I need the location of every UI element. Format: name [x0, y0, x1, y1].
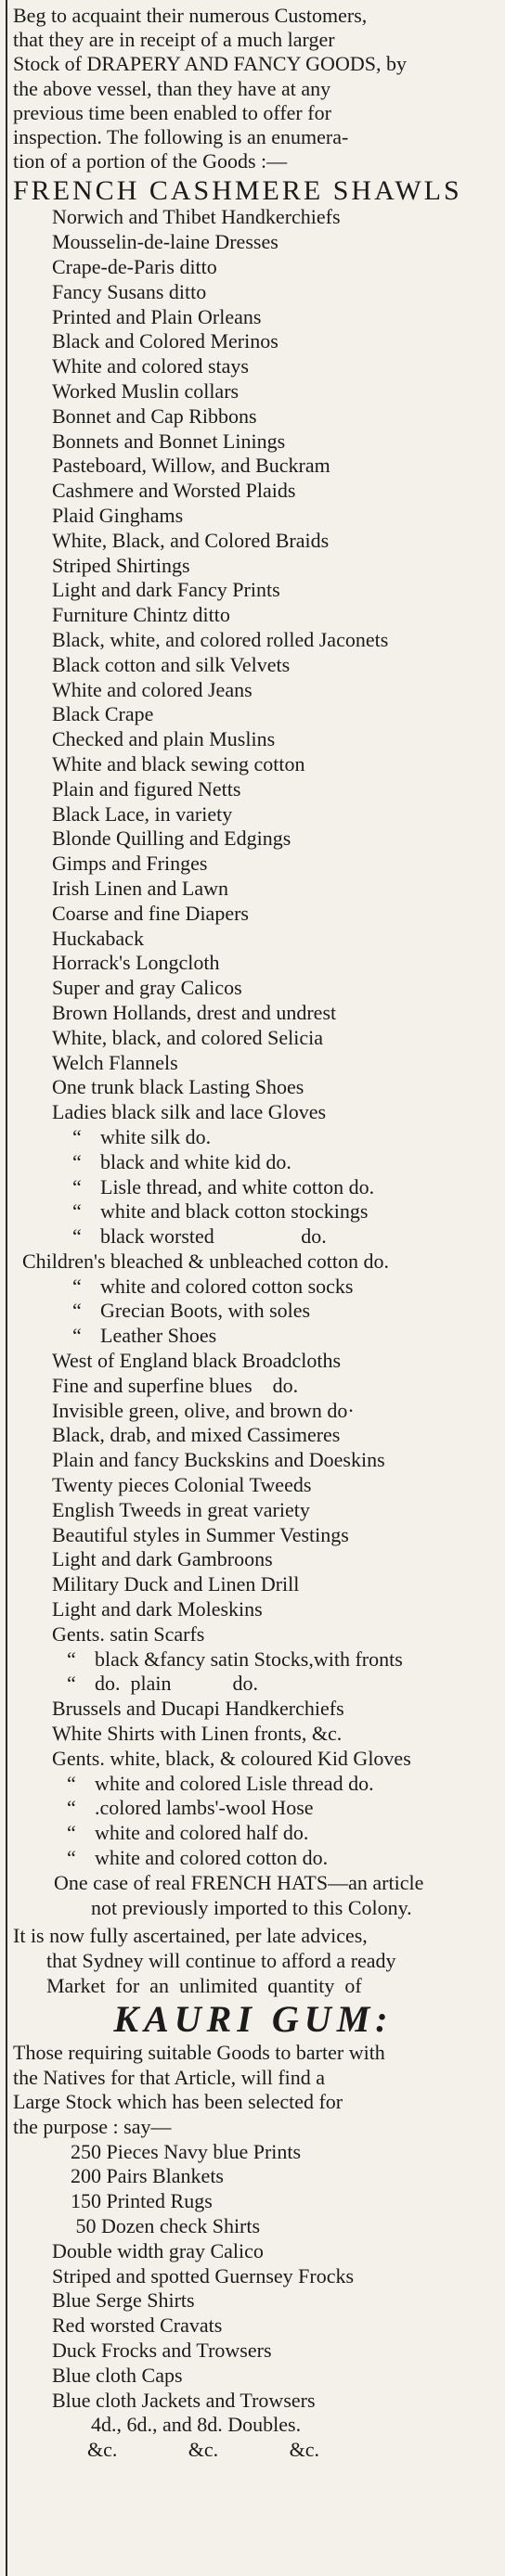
ditto-text: Leather Shoes — [100, 1324, 217, 1348]
intro-paragraph — [13, 4, 494, 173]
list-item: Striped and spotted Guernsey Frocks — [52, 2263, 355, 2288]
list-item: Gimps and Fringes — [52, 852, 208, 876]
ditto-text: do. plain do. — [95, 1672, 258, 1696]
list-item: Military Duck and Linen Drill — [52, 1572, 300, 1596]
ditto-item — [13, 1175, 494, 1200]
intro-line: tion of a portion of the Goods :— — [13, 149, 288, 173]
list-item: Light and dark Moleskins — [52, 1597, 263, 1621]
intro-line: the above vessel, than they have at any — [13, 76, 331, 100]
list-item: Pasteboard, Willow, and Buckram — [52, 454, 330, 478]
section-heading: FRENCH CASHMERE SHAWLS — [13, 175, 462, 207]
list-item: Light and dark Fancy Prints — [52, 578, 280, 602]
list-item: 250 Pieces Navy blue Prints — [71, 2139, 302, 2163]
list-item: Plain and fancy Buckskins and Doeskins — [52, 1448, 385, 1472]
list-item: Gents. white, black, & coloured Kid Gloves — [52, 1746, 411, 1770]
market-line: that Sydney will continue to afford a ready — [46, 1949, 396, 1972]
ditto-mark: “ — [67, 1821, 76, 1845]
list-item: not previously imported to this Colony. — [91, 1895, 412, 1919]
list-item: Black cotton and silk Velvets — [52, 652, 291, 676]
list-item: Worked Muslin collars — [52, 379, 240, 403]
ditto-item — [13, 1299, 494, 1324]
list-item: Irish Linen and Lawn — [52, 876, 228, 900]
ditto-mark: “ — [67, 1846, 76, 1870]
ditto-text: Lisle thread, and white cotton do. — [100, 1174, 375, 1198]
ditto-item — [13, 1324, 494, 1349]
market-line: It is now fully ascertained, per late advices, — [13, 1924, 368, 1948]
barter-line: Those requiring suitable Goods to barter with — [13, 2041, 385, 2065]
intro-line: inspection. The following is an enumera- — [13, 125, 349, 149]
list-item: Black, drab, and mixed Cassimeres — [52, 1423, 341, 1447]
list-item: Beautiful styles in Summer Vestings — [52, 1522, 349, 1546]
market-line: Market for an unlimited quantity of — [46, 1973, 362, 1997]
ditto-mark: “ — [72, 1299, 82, 1323]
etc-mark: &c. — [188, 2438, 219, 2462]
ditto-item — [13, 1846, 494, 1871]
ditto-text: black and white kid do. — [100, 1149, 291, 1173]
ditto-text: white silk do. — [100, 1124, 212, 1148]
list-item: Brown Hollands, drest and undrest — [52, 1000, 337, 1024]
ditto-item — [13, 1125, 494, 1150]
list-item: Black Crape — [52, 702, 154, 726]
barter-line: the purpose : say— — [13, 2114, 172, 2138]
ditto-mark: “ — [72, 1124, 82, 1148]
ditto-text: .colored lambs'-wool Hose — [95, 1796, 314, 1820]
list-item: Duck Frocks and Trowsers — [52, 2338, 272, 2362]
list-item: 50 Dozen check Shirts — [71, 2213, 261, 2237]
ditto-mark: “ — [67, 1796, 76, 1820]
market-paragraph — [13, 1924, 494, 1998]
ditto-mark: “ — [72, 1149, 82, 1173]
ditto-mark: “ — [67, 1647, 76, 1671]
list-item: Coarse and fine Diapers — [52, 901, 249, 925]
list-item: Furniture Chintz ditto — [52, 603, 230, 627]
list-item: Blue cloth Jackets and Trowsers — [52, 2388, 316, 2412]
ditto-text: Grecian Boots, with soles — [100, 1299, 311, 1323]
barter-line: Large Stock which has been selected for — [13, 2090, 343, 2114]
ditto-mark: “ — [72, 1274, 82, 1298]
list-item: Crape-de-Paris ditto — [52, 255, 217, 279]
list-item: Huckaback — [52, 926, 144, 950]
list-item: Welch Flannels — [52, 1050, 178, 1074]
list-item: Striped Shirtings — [52, 553, 190, 577]
list-item: Ladies black silk and lace Gloves — [52, 1100, 327, 1124]
ditto-text: black &fancy satin Stocks,with fronts — [95, 1647, 403, 1671]
intro-line: that they are in receipt of a much larger — [13, 28, 335, 52]
kauri-gum-headline: KAURI GUM: — [113, 1998, 394, 2041]
stock-list — [13, 2140, 494, 2439]
list-item: West of England black Broadcloths — [52, 1349, 342, 1373]
ditto-text: white and colored Lisle thread do. — [95, 1771, 374, 1795]
list-item: White, black, and colored Selicia — [52, 1025, 323, 1049]
list-item: Brussels and Ducapi Handkerchiefs — [52, 1697, 344, 1721]
ditto-mark: “ — [72, 1174, 82, 1198]
ditto-item — [13, 1772, 494, 1797]
ditto-item — [13, 1199, 494, 1224]
list-item: English Tweeds in great variety — [52, 1497, 310, 1521]
list-item: Red worsted Cravats — [52, 2313, 223, 2338]
list-item: Invisible green, olive, and brown do· — [52, 1398, 355, 1422]
list-item: Plain and figured Netts — [52, 776, 241, 801]
intro-line: Beg to acquaint their numerous Customers, — [13, 4, 368, 27]
list-item: 150 Printed Rugs — [71, 2189, 213, 2213]
list-item: White and colored stays — [52, 354, 249, 378]
list-item: Checked and plain Muslins — [52, 727, 276, 751]
list-item: White Shirts with Linen fronts, &c. — [52, 1722, 343, 1746]
list-item: Blonde Quilling and Edgings — [52, 827, 291, 851]
list-item: White and colored Jeans — [52, 677, 252, 701]
list-item: Mousselin-de-laine Dresses — [52, 230, 278, 254]
ditto-text: black worsted do. — [100, 1224, 327, 1249]
list-item: Black, white, and colored rolled Jaconets — [52, 627, 389, 651]
list-item: Blue Serge Shirts — [52, 2288, 195, 2313]
list-item: 200 Pairs Blankets — [71, 2164, 224, 2188]
list-item: Double width gray Calico — [52, 2238, 264, 2262]
ditto-text: white and colored cotton do. — [95, 1846, 329, 1870]
ditto-item — [13, 1150, 494, 1175]
ditto-text: white and colored cotton socks — [100, 1274, 354, 1298]
list-item: Printed and Plain Orleans — [52, 304, 262, 328]
list-item: Blue cloth Caps — [52, 2363, 183, 2387]
ditto-mark: “ — [67, 1672, 76, 1696]
ditto-item — [13, 1275, 494, 1300]
list-item: Light and dark Gambroons — [52, 1547, 273, 1571]
list-item: White, Black, and Colored Braids — [52, 528, 330, 552]
list-item: One case of real FRENCH HATS—an article — [54, 1870, 424, 1894]
list-item: Black Lace, in variety — [52, 801, 233, 826]
list-item: Black and Colored Merinos — [52, 329, 278, 353]
ditto-text: white and colored half do. — [95, 1821, 309, 1845]
column-rule — [6, 0, 7, 2576]
ditto-mark: “ — [67, 1771, 76, 1795]
list-item: Bonnet and Cap Ribbons — [52, 404, 257, 428]
intro-line: Stock of DRAPERY AND FANCY GOODS, by — [13, 52, 407, 76]
list-item: Twenty pieces Colonial Tweeds — [52, 1473, 312, 1497]
ditto-item — [13, 1796, 494, 1821]
list-item: Norwich and Thibet Handkerchiefs — [52, 205, 341, 229]
barter-line: the Natives for that Article, will find a — [13, 2065, 326, 2089]
list-item: Cashmere and Worsted Plaids — [52, 479, 296, 503]
list-item: Bonnets and Bonnet Linings — [52, 429, 286, 453]
ditto-item — [13, 1821, 494, 1846]
list-item: 4d., 6d., and 8d. Doubles. — [91, 2413, 302, 2437]
ditto-mark: “ — [72, 1324, 82, 1348]
ditto-text: white and black cotton stockings — [100, 1199, 369, 1224]
list-item: Horrack's Longcloth — [52, 951, 220, 975]
list-item: Fine and superfine blues do. — [52, 1373, 299, 1397]
list-item: White and black sewing cotton — [52, 751, 305, 775]
intro-line: previous time been enabled to offer for — [13, 100, 331, 124]
list-item: Gents. satin Scarfs — [52, 1621, 205, 1646]
list-item: Plaid Ginghams — [52, 503, 184, 527]
ditto-item — [13, 1672, 494, 1697]
ditto-item — [13, 1647, 494, 1672]
ditto-mark: “ — [72, 1224, 82, 1249]
list-item: Fancy Susans ditto — [52, 279, 207, 303]
ditto-mark: “ — [72, 1199, 82, 1224]
list-item: One trunk black Lasting Shoes — [52, 1075, 304, 1099]
etc-mark: &c. — [289, 2438, 319, 2462]
goods-list — [13, 205, 494, 1920]
list-item: Children's bleached & unbleached cotton do. — [22, 1249, 389, 1273]
barter-paragraph — [13, 2041, 494, 2139]
etc-line — [13, 2438, 319, 2462]
ditto-item — [13, 1224, 494, 1250]
list-item: Super and gray Calicos — [52, 976, 242, 1000]
etc-mark: &c. — [87, 2438, 118, 2462]
